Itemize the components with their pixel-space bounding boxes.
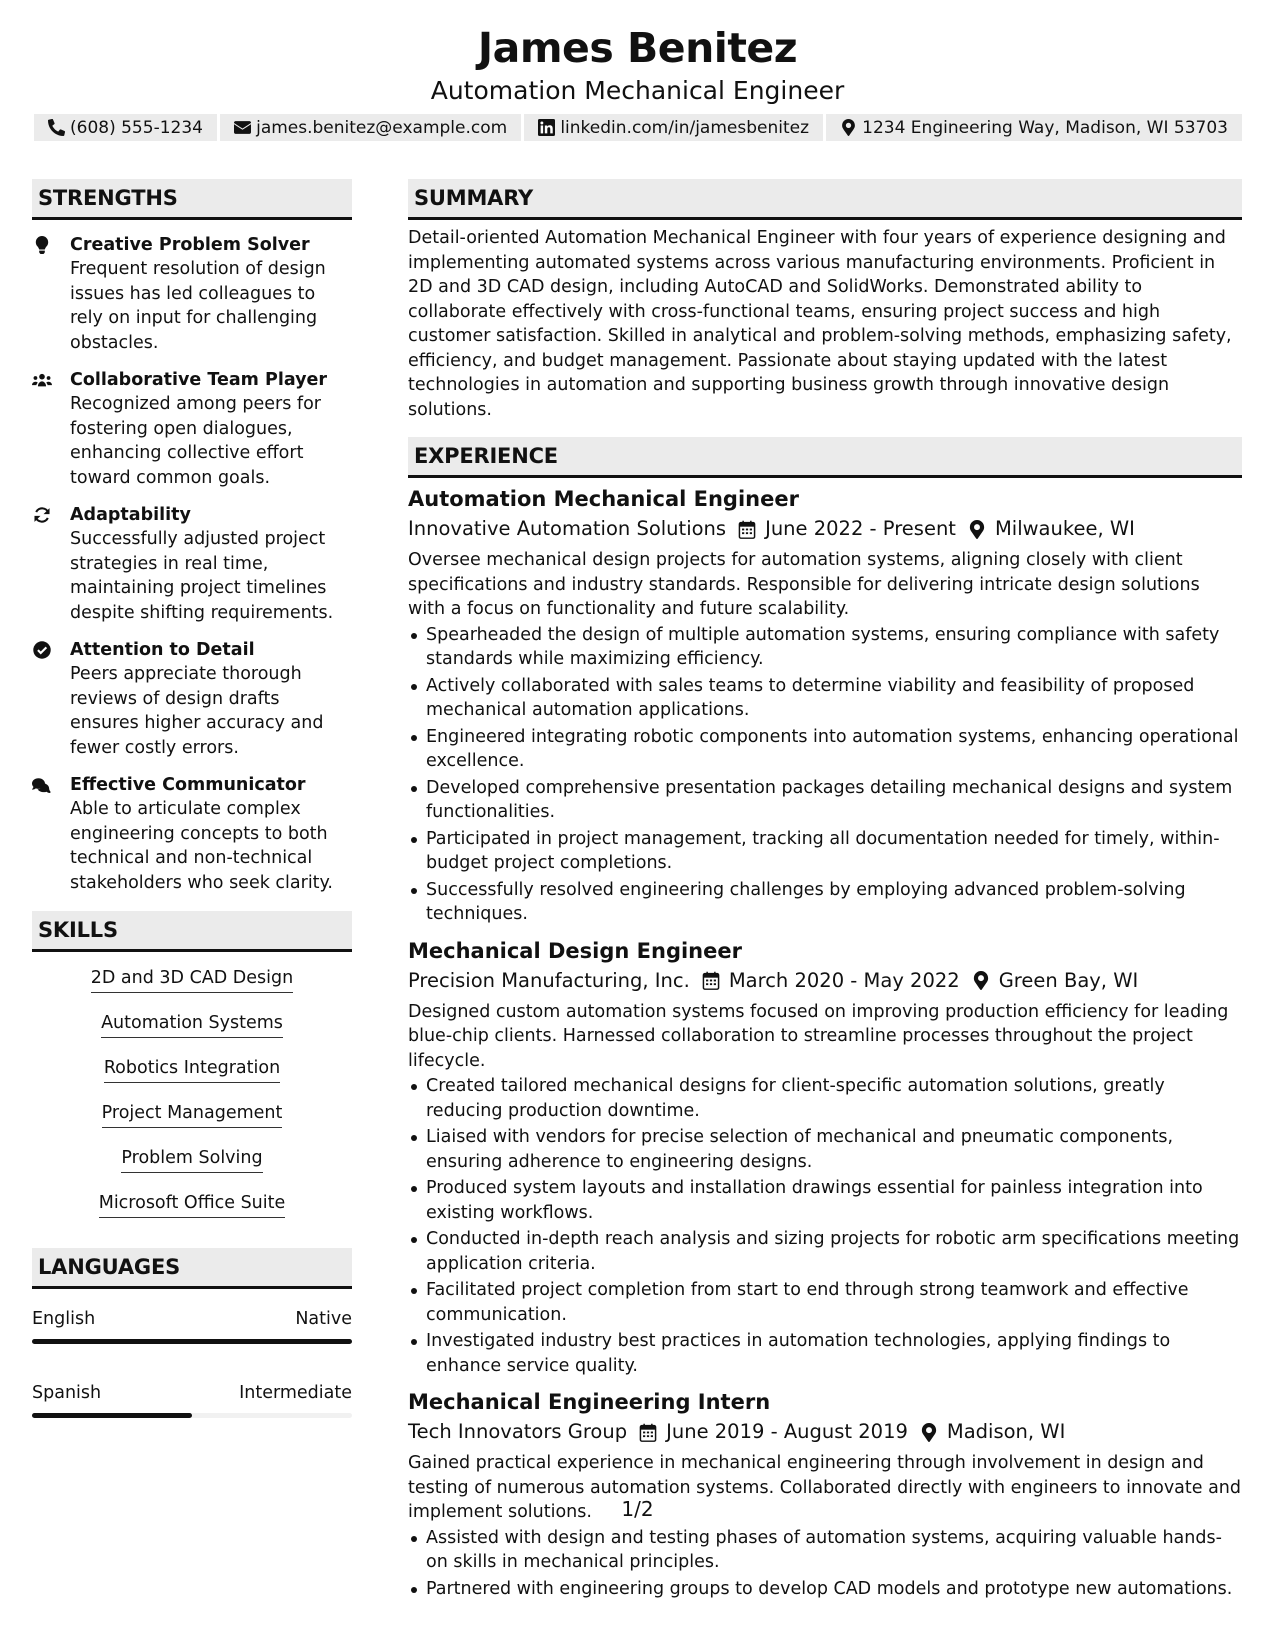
language-proficiency-fill	[32, 1413, 192, 1418]
summary-heading: SUMMARY	[408, 179, 1242, 220]
job-company: Tech Innovators Group	[408, 1420, 628, 1443]
job-bullets	[408, 1074, 1242, 1378]
calendar-icon	[738, 520, 756, 539]
job-dates: March 2020 - May 2022	[728, 968, 960, 992]
job-bullet: Partnered with engineering groups to develop CAD models and prototype new automations.	[408, 1577, 1242, 1602]
job-bullet: Developed comprehensive presentation packages detailing mechanical designs and system functionalities.	[408, 776, 1242, 825]
job-entry	[408, 936, 1242, 1379]
map-pin-icon	[968, 520, 986, 539]
strength-item	[32, 503, 352, 625]
candidate-name: James Benitez	[477, 24, 798, 72]
job-entry	[408, 484, 1242, 927]
left-column	[32, 179, 352, 1418]
job-description: Designed custom automation systems focused on improving production efficiency for leading blue-chip clients. Harnessed collaboration to streamline processes throughout the project lifecycle.	[408, 1001, 1229, 1071]
map-pin-icon	[920, 1423, 938, 1442]
strength-title: Adaptability	[70, 505, 191, 525]
skill-item: Automation Systems	[101, 1011, 283, 1038]
address-text: 1234 Engineering Way, Madison, WI 53703	[862, 117, 1228, 138]
strength-item	[32, 368, 352, 490]
strength-desc: Peers appreciate thorough reviews of design drafts ensures higher accuracy and fewer costly errors.	[70, 664, 324, 758]
job-location: Green Bay, WI	[998, 968, 1139, 992]
language-proficiency-fill	[32, 1339, 352, 1344]
strength-item	[32, 638, 352, 760]
summary-text: Detail-oriented Automation Mechanical Engineer with four years of experience designing and implementing automated systems across various manufacturing environments. Proficient in 2D and 3D CAD design, including AutoCAD and SolidWorks. Demonstrated ability to collaborate effectively with cross-functional teams, ensuring project success and high customer satisfaction. Skilled in analytical and problem-solving methods, emphasizing safety, efficiency, and budget management. Passionate about staying updated with the latest technologies in automation and supporting business growth through innovative design solutions.	[408, 228, 1232, 420]
email-text: james.benitez@example.com	[256, 117, 508, 138]
contact-phone[interactable]	[34, 114, 217, 141]
job-bullet: Liaised with vendors for precise selection of mechanical and pneumatic components, ensuring adherence to engineering designs.	[408, 1125, 1242, 1174]
linkedin-text: linkedin.com/in/jamesbenitez	[560, 117, 810, 138]
job-bullet: Produced system layouts and installation drawings essential for painless integration into existing workflows.	[408, 1176, 1242, 1225]
strengths-heading: STRENGTHS	[32, 179, 352, 220]
job-entry	[408, 1387, 1242, 1601]
job-company: Precision Manufacturing, Inc.	[408, 968, 690, 992]
phone-icon	[48, 119, 65, 136]
skill-item: 2D and 3D CAD Design	[91, 966, 293, 993]
job-description: Gained practical experience in mechanical engineering through involvement in design and testing of numerous automation systems. Collaborated directly with engineers to innovate and implement solutions.	[408, 1453, 1242, 1522]
job-location: Milwaukee, WI	[994, 517, 1135, 540]
contact-bar	[34, 114, 1242, 141]
experience-heading: EXPERIENCE	[408, 437, 1242, 478]
job-bullet: Successfully resolved engineering challenges by employing advanced problem-solving techniques.	[408, 878, 1242, 927]
job-title: Mechanical Engineering Intern	[408, 1390, 771, 1414]
strength-item	[32, 233, 352, 355]
right-column	[408, 179, 1242, 1603]
job-company: Innovative Automation Solutions	[408, 517, 727, 540]
users-icon	[32, 371, 52, 389]
check-circle-icon	[32, 641, 52, 659]
phone-text: (608) 555-1234	[70, 117, 203, 138]
job-bullets	[408, 623, 1242, 927]
job-dates: June 2019 - August 2019	[666, 1420, 908, 1443]
language-name: English	[32, 1309, 96, 1329]
strength-title: Creative Problem Solver	[70, 235, 310, 255]
job-bullet: Actively collaborated with sales teams to determine viability and feasibility of proposed mechanical automation applications.	[408, 674, 1242, 723]
candidate-title: Automation Mechanical Engineer	[430, 76, 845, 105]
skill-item: Project Management	[102, 1101, 283, 1128]
job-bullet: Facilitated project completion from start to end through strong teamwork and effective communication.	[408, 1278, 1242, 1327]
strength-title: Effective Communicator	[70, 775, 306, 795]
job-bullets	[408, 1526, 1242, 1602]
skill-item: Microsoft Office Suite	[99, 1191, 286, 1218]
sync-icon	[32, 506, 52, 524]
job-title: Mechanical Design Engineer	[408, 938, 742, 963]
skill-item: Robotics Integration	[104, 1056, 280, 1083]
resume-header	[0, 22, 1275, 106]
job-dates: June 2022 - Present	[765, 517, 956, 540]
job-meta	[408, 1417, 1242, 1447]
strength-desc: Recognized among peers for fostering open dialogues, enhancing collective effort toward common goals.	[70, 394, 321, 488]
contact-address	[826, 114, 1242, 141]
job-meta	[408, 966, 1242, 996]
job-bullet: Engineered integrating robotic components into automation systems, enhancing operational excellence.	[408, 725, 1242, 774]
strength-desc: Successfully adjusted project strategies in real time, maintaining project timelines despite shifting requirements.	[70, 529, 334, 623]
strength-title: Attention to Detail	[70, 640, 255, 660]
language-level: Native	[295, 1309, 352, 1329]
calendar-icon	[702, 971, 720, 990]
envelope-icon	[234, 119, 251, 136]
calendar-icon	[639, 1423, 657, 1442]
job-location: Madison, WI	[946, 1420, 1066, 1443]
job-bullet: Assisted with design and testing phases of automation systems, acquiring valuable hands-on skills in mechanical principles.	[408, 1526, 1242, 1575]
comments-icon	[32, 776, 52, 794]
contact-linkedin[interactable]	[524, 114, 823, 141]
strength-desc: Frequent resolution of design issues has led colleagues to rely on input for challenging obstacles.	[70, 259, 326, 353]
job-bullet: Created tailored mechanical designs for client-specific automation solutions, greatly reducing production downtime.	[408, 1074, 1242, 1123]
job-title: Automation Mechanical Engineer	[408, 487, 799, 511]
job-meta	[408, 514, 1242, 544]
map-pin-icon	[972, 971, 990, 990]
job-bullet: Conducted in-depth reach analysis and sizing projects for robotic arm specifications meeting application criteria.	[408, 1227, 1242, 1276]
skill-item: Problem Solving	[121, 1146, 262, 1173]
language-name: Spanish	[32, 1383, 102, 1403]
strength-item	[32, 773, 352, 895]
language-proficiency-bar	[32, 1339, 352, 1344]
linkedin-icon	[538, 119, 555, 136]
contact-email[interactable]	[220, 114, 521, 141]
strength-title: Collaborative Team Player	[70, 370, 328, 390]
language-item	[32, 1307, 352, 1344]
language-proficiency-bar	[32, 1413, 352, 1418]
job-bullet: Investigated industry best practices in automation technologies, applying findings to enhance service quality.	[408, 1329, 1242, 1378]
map-pin-icon	[840, 119, 857, 136]
skills-list	[32, 966, 352, 1236]
skills-heading: SKILLS	[32, 911, 352, 952]
language-item	[32, 1381, 352, 1418]
page-number: 1/2	[621, 1497, 654, 1521]
languages-heading: LANGUAGES	[32, 1248, 352, 1289]
strength-desc: Able to articulate complex engineering concepts to both technical and non-technical stakeholders who seek clarity.	[70, 799, 333, 893]
job-bullet: Spearheaded the design of multiple automation systems, ensuring compliance with safety standards while maximizing efficiency.	[408, 623, 1242, 672]
job-bullet: Participated in project management, tracking all documentation needed for timely, within-budget project completions.	[408, 827, 1242, 876]
job-description: Oversee mechanical design projects for automation systems, aligning closely with client specifications and industry standards. Responsible for delivering intricate design solutions with a focus on functionality and future scalability.	[408, 550, 1200, 619]
language-level: Intermediate	[239, 1383, 352, 1403]
lightbulb-icon	[32, 236, 52, 254]
